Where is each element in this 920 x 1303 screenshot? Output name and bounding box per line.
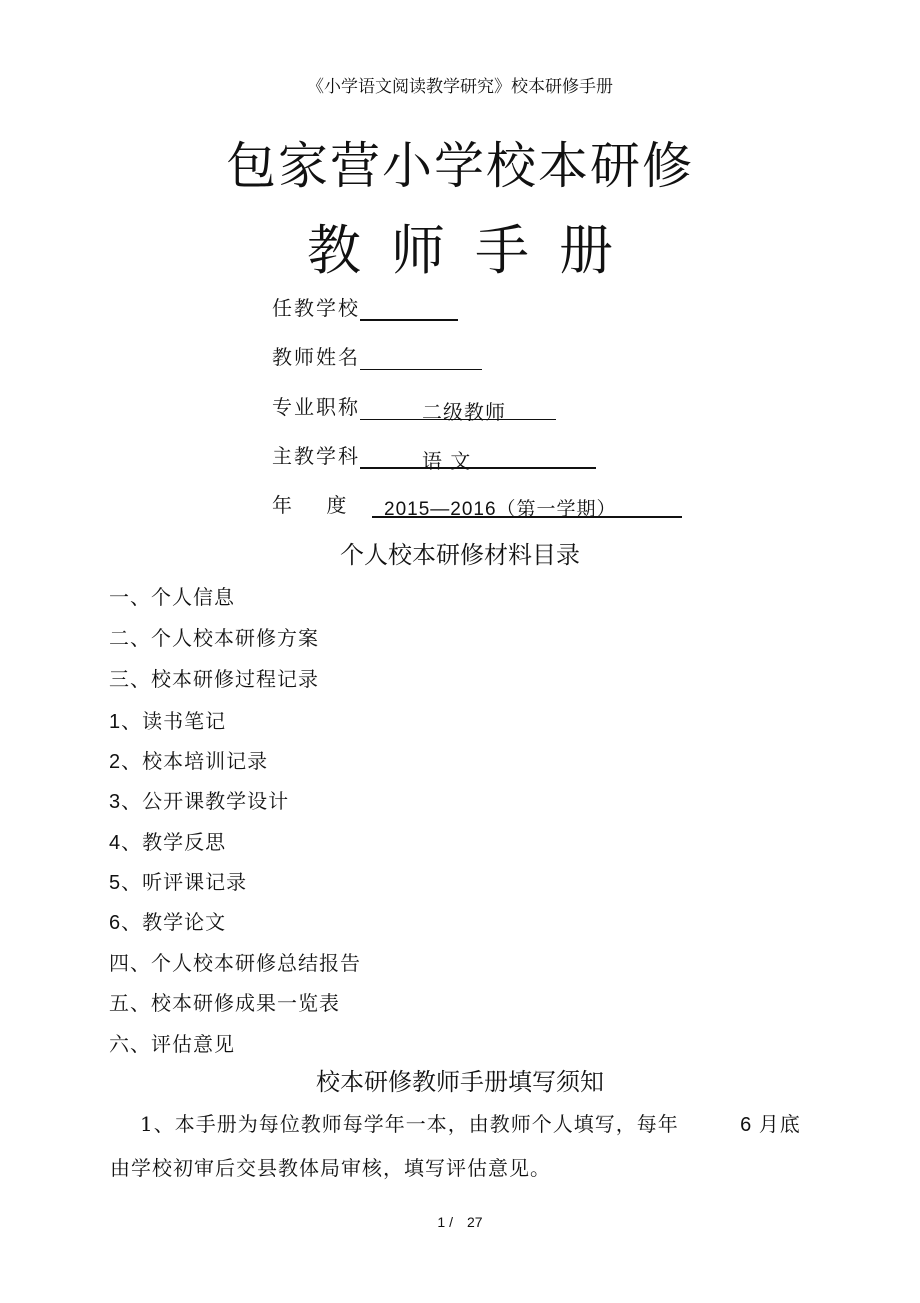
running-header: 《小学语文阅读教学研究》校本研修手册 [307,77,613,97]
toc-item: 五、校本研修成果一览表 [109,991,340,1015]
notice-para-1-continued: 由学校初审后交县教体局审核，填写评估意见。 [110,1156,551,1180]
toc-item: 3、公开课教学设计 [109,791,290,813]
toc-item: 6、教学论文 [109,912,227,934]
field-name [272,341,482,370]
field-year-value: 2015—2016（第一学期） [372,494,682,518]
toc-item: 三、校本研修过程记录 [109,667,319,691]
field-title-value: 二级教师 [360,396,556,420]
field-subject [272,440,596,473]
field-school-label: 任教学校 [272,296,360,320]
page-number: 1 / 27 [437,1214,483,1230]
toc-item: 六、评估意见 [109,1032,235,1056]
field-school-value [360,295,458,321]
toc-item: 四、个人校本研修总结报告 [109,951,361,975]
toc-item: 4、教学反思 [109,832,227,854]
toc-item: 一、个人信息 [109,585,235,609]
toc-item: 1、读书笔记 [109,711,227,733]
notice-para-1 [140,1108,801,1137]
notice-para-1-text: 1、本手册为每位教师每学年一本，由教师个人填写，每年 [140,1112,679,1136]
toc-item: 二、个人校本研修方案 [109,626,319,650]
toc-item: 2、校本培训记录 [109,751,269,773]
field-subject-value: 语 文 [360,445,596,469]
field-year [272,489,682,518]
toc-item: 5、听评课记录 [109,872,248,894]
notice-para-1-date: 6 月底 [740,1114,801,1136]
notice-title: 校本研修教师手册填写须知 [316,1068,604,1096]
field-name-value [360,345,482,370]
field-title [272,391,556,424]
sub-title: 教师手册 [307,219,643,282]
field-school [272,292,458,321]
field-title-label: 专业职称 [272,395,360,419]
field-subject-label: 主教学科 [272,444,360,468]
field-name-label: 教师姓名 [272,345,360,369]
toc-title: 个人校本研修材料目录 [340,541,580,569]
field-year-label: 年 度 [272,493,361,517]
main-title: 包家营小学校本研修 [226,137,694,195]
